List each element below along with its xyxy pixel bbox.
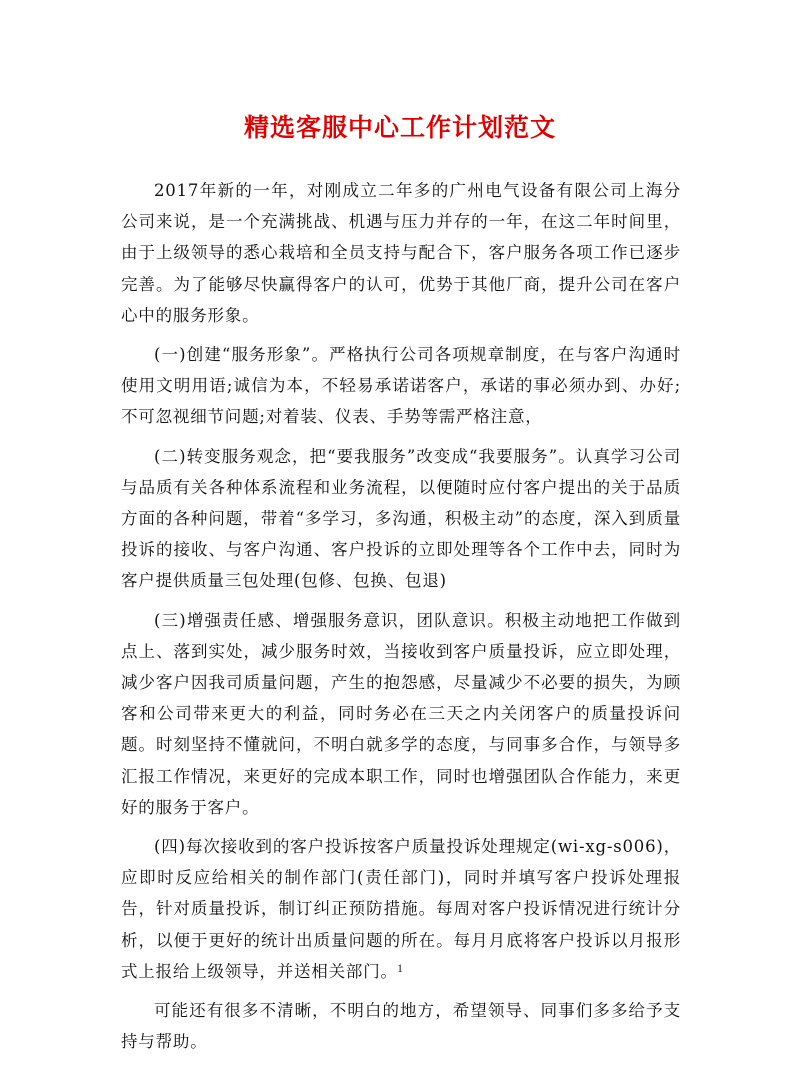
paragraph-responsibility: (三)增强责任感、增强服务意识，团队意识。积极主动地把工作做到点上、落到实处，减少服务时效，当接收到客户质量投诉，应立即处理，减少客户因我司质量问题，产生的抱怨感，尽量减少不必要的损失，为顾客和公司带来更大的利益，同时务必在三天之内关闭客户的质量投诉问题。时刻坚持不懂就问，不明白就多学的态度，与同事多合作，与领导多汇报工作情况，来更好的完成本职工作，同时也增强团队合作能力，来更好的服务于客户。 — [121, 610, 681, 817]
paragraph-complaint-handling: (四)每次接收到的客户投诉按客户质量投诉处理规定(wi-xg-s006)，应即时反应给相关的制作部门(责任部门)，同时并填写客户投诉处理报告，针对质量投诉，制订纠正预防措施。每周对客户投诉情况进行统计分析，以便于更好的统计出质量问题的所在。每月月底将客户投诉以月报形式上报给上级领导，并送相关部门。 — [121, 837, 681, 981]
page-number: 1 — [397, 961, 403, 975]
paragraph-service-image: (一)创建“服务形象”。严格执行公司各项规章制度，在与客户沟通时使用文明用语;诚信为本，不轻易承诺诺客户，承诺的事必须办到、办好;不可忽视细节问题;对着装、仪表、手势等需严格注意， — [121, 345, 681, 427]
paragraph-service-concept: (二)转变服务观念，把“要我服务”改变成“我要服务”。认真学习公司与品质有关各种体系流程和业务流程，以便随时应付客户提出的关于品质方面的各种问题，带着“多学习，多沟通，积极主动”的态度，深入到质量投诉的接收、与客户沟通、客户投诉的立即处理等各个工作中去，同时为客户提供质量三包处理(包修、包换、包退) — [121, 446, 681, 591]
document-body — [121, 175, 681, 1065]
closing-paragraph: 可能还有很多不清晰，不明白的地方，希望领导、同事们多多给予支持与帮助。 — [121, 1001, 681, 1052]
document-title: 精选客服中心工作计划范文 — [243, 113, 556, 142]
intro-paragraph: 2017年新的一年，对刚成立二年多的广州电气设备有限公司上海分公司来说，是一个充满挑战、机遇与压力并存的一年，在这二年时间里，由于上级领导的悉心栽培和全员支持与配合下，客户服务各项工作已逐步完善。为了能够尽快赢得客户的认可，优势于其他厂商，提升公司在客户心中的服务形象。 — [121, 181, 681, 325]
